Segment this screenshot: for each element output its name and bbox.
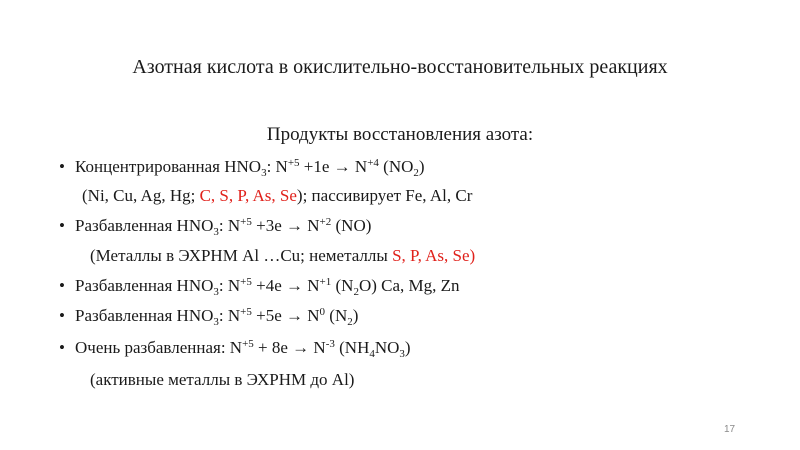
note-very-dilute-reactants: (активные металлы в ЭХРНМ до Al) <box>90 370 355 389</box>
bullet-item-dilute-n2o: • Разбавленная $HNO_3$: $N^{+5} +4e \to N^{+1}$ $(N_2O)$ Ca, Mg, Zn <box>59 276 460 298</box>
slide-title: Азотная кислота в окислительно-восстановительных реакциях <box>132 56 668 78</box>
bullet-item-dilute-no: • Разбавленная $HNO_3$: $N^{+5} +3e \to N^{+2}$ (NO) <box>59 216 372 238</box>
bullet-item-very-dilute: • Очень разбавленная: $N^{+5} + 8e \to N^{-3}$ $(NH_4NO_3)$ <box>59 338 411 360</box>
highlight-nonmetals: C, S, P, As, Se <box>199 186 297 205</box>
bullet-marker: • <box>59 276 65 295</box>
section-subtitle: Продукты восстановления азота: <box>266 124 534 145</box>
bullet-item-concentrated: • Концентрированная $HNO_3$: $N^{+5} +1e \to N^{+4}$ $(NO_2)$ <box>59 157 425 179</box>
page-number: 17 <box>724 424 736 435</box>
note-dilute-reactants: (Металлы в ЭХРНМ Al …Cu; неметаллы S, P, As, Se) <box>90 246 476 265</box>
bullet-marker: • <box>59 306 65 325</box>
bullet-marker: • <box>59 157 65 176</box>
bullet-marker: • <box>59 216 65 235</box>
note-concentrated-reactants: (Ni, Cu, Ag, Hg; C, S, P, As, Se); пассивирует Fe, Al, Cr <box>82 186 473 205</box>
bullet-item-dilute-n2: • Разбавленная $HNO_3$: $N^{+5} +5e \to N^0$ $(N_2)$ <box>59 306 359 328</box>
bullet-marker: • <box>59 338 65 357</box>
highlight-nonmetals: S, P, As, Se) <box>392 246 476 265</box>
